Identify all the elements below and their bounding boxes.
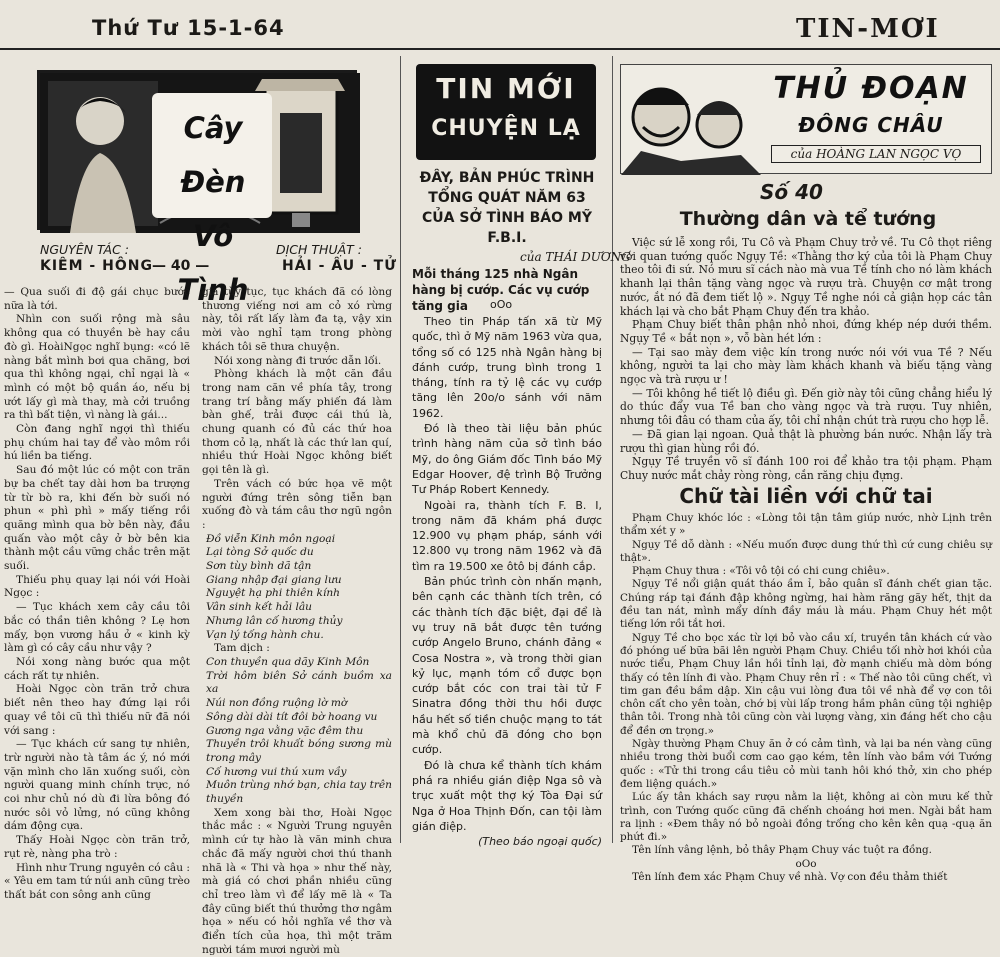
article-byline: của THÁI DƯƠNG	[520, 250, 631, 264]
article-body	[412, 314, 602, 849]
paragraph: Thiếu phụ quay lại nói với Hoài Ngọc :	[4, 573, 190, 600]
section-heading-1: Thường dân và tể tướng	[679, 208, 937, 230]
paragraph: Việc sứ lễ xong rồi, Tu Cô và Phạm Chuy trở về. Tu Cô thọt riêng với quan tướng quốc Ngụy Tề: «Thằng thơ ký của tôi là Phạm Chuy theo tôi đi sứ. Nó mưu sĩ cách nào mà vua Tề tính cho nó làm khách khanh lại thân tặng vàng ngọc và rượu trà. Chuyện cơ mật trong nước, ắt nó đã đem tiết lộ ». Ngụy Tề nghe nói cả giận họp các tân khách lại và cho bắt Phạm Chuy đến tra khảo.	[620, 236, 992, 318]
paragraph: Ngụy Tề nổi giận quát tháo ầm ỉ, bảo quân sĩ đánh chết gian tặc. Chúng ráp tại đánh đập không ngừng, hai hàm răng gãy hết, thịt da đều tan nát, mình mẩy dính đầy máu là máu. Phạm Chuy hét một tiếng lớn rồi tắt hơi.	[620, 578, 992, 631]
translated-line: Cố hương vui thú xum vầy	[206, 765, 347, 778]
poem-line: Sơn tùy bình dã tận	[206, 560, 312, 573]
paragraph: Đó là chưa kể thành tích khám phá ra nhiều gián điệp Nga sô và trục xuất một thợ ký Tòa Đại sứ Nga ở Hoa Thịnh Đốn, can tội làm gián điệp.	[412, 758, 602, 833]
poem-line: Vân sinh kết hải lâu	[206, 601, 313, 614]
banner-line-2: ĐÔNG CHÂU	[798, 113, 944, 137]
issue-date: Thứ Tư 15-1-64	[92, 16, 285, 40]
translated-line: Trời hôm biên Sở cánh buồm xa xa	[206, 669, 392, 696]
paragraph: Hoài Ngọc còn trăn trở chưa biết nên theo hay đứng lại rồi quay về tôi cũ thì thiếu nữ đã nói với sang :	[4, 683, 190, 737]
translation-intro: Tam dịch :	[214, 642, 270, 655]
paragraph: Sau đó một lúc có một con trăn bự ba chết tay dài hơn ba trượng từ từ bò ra, khi đến bờ suối nó phun « phì phì » mấy tiếng rồi quăng mình qua bờ bên này, đầu quấn vào một cây ở bờ bên kia thành một cầu vững chắc trên mặt suối.	[4, 464, 190, 573]
section-mark: oOo	[490, 298, 513, 311]
left-text-column-2	[202, 286, 392, 956]
thu-doan-dong-chau-banner	[620, 64, 992, 174]
original-author: KIÊM - HÔNG	[40, 258, 153, 274]
paragraph: — Qua suối đi độ gái chục bước nữa là tới.	[4, 286, 190, 312]
translated-line: Sông dài dài tít đôi bờ hoang vu	[206, 710, 378, 723]
poem-line: Nguyệt hạ phi thiên kính	[206, 587, 340, 600]
translated-line: Núi non đồng ruộng lờ mờ	[206, 697, 348, 710]
paragraph: — Tục khách cứ sang tự nhiên, trừ người nào tà tâm ác ý, nó mới vặn mình cho lăn xuống suối, còn người quang minh chính trực, nó coi như chủ nó dù đi lừa bông đó nước sôi vỏ lửng, nó cũng không dám động cựa.	[4, 738, 190, 833]
article-headline: ĐÂY, BẢN PHÚC TRÌNH TỔNG QUÁT NĂM 63 CỦA SỞ TÌNH BÁO MỸ F.B.I.	[419, 170, 595, 246]
paragraph: Thấy Hoài Ngọc còn trăn trở, rụt rè, nàng pha trò :	[4, 834, 190, 860]
banner-line-2: CHUYỆN LẠ	[431, 116, 581, 141]
paragraph: Trên vách có bức họa vẽ một người đứng trên sông tiễn bạn xuống đò và tám câu thơ ngũ ngôn :	[202, 477, 392, 531]
banner-line-1: TIN MỚI	[436, 72, 576, 105]
poem-line: Đồ viễn Kinh môn ngoại	[206, 532, 336, 545]
paragraph: — Đã gian lại ngoan. Quả thật là phường bán nước. Nhận lấy trà rượu thì gian hùng rồi đó.	[620, 427, 992, 455]
translation-label: DỊCH THUẬT :	[276, 242, 362, 257]
paragraph: — Tục khách xem cây cầu tôi bắc có thần tiên không ? Lẹ hơn mấy, bọn vương hầu ở « kinh kỳ làm gì có cây cầu như vậy ?	[4, 601, 190, 655]
issue-number: Số 40	[760, 180, 823, 204]
section-mark: oOo	[795, 857, 817, 870]
paragraph: — Tại sao mày đem việc kín trong nước nói với vua Tề ? Nếu không, người ta lại cho mày làm khách khanh và biếu tặng vàng ngọc và trà rượu ư !	[620, 345, 992, 387]
paragraph: Phạm Chuy thưa : «Tôi vô tội có chi cung chiêu».	[632, 565, 890, 578]
translator-name: HẢI - ÂU - TỬ	[282, 258, 397, 274]
paragraph: Ngoài ra, thành tích F. B. I, trong năm đã khám phá được 12.900 vụ phạm pháp, sánh với 12.800 vụ trong năm 1962 và đã tìm ra 19.500 xe ôtô bị đánh cắp.	[412, 498, 602, 573]
paragraph: Theo tin Pháp tấn xã từ Mỹ quốc, thì ở Mỹ năm 1963 vừa qua, tổng số có 125 nhà Ngân hàng bị đánh cướp, trung bình trong 1 tháng, tính ra tỷ lệ các vụ cướp tăng lên 20o/o sánh với năm 1962.	[412, 315, 602, 420]
right-text-block-1	[620, 236, 992, 480]
poem-line: Vạn lý tống hành chu.	[206, 628, 324, 641]
newspaper-title: TIN-MƠI	[796, 14, 940, 44]
banner-line-1: THỦ ĐOẠN	[773, 71, 969, 106]
translated-line: Thuyền trôi khuất bóng sương mù trong mây	[206, 738, 392, 764]
article-subhead: Mỗi tháng 125 nhà Ngân hàng bị cướp. Các vụ cướp tăng gia	[412, 267, 590, 313]
paragraph: Ngụy Tề dỗ dành : «Nếu muốn được dung thứ thì cứ cung chiêu sự thật».	[620, 538, 992, 564]
paragraph: Ngụy Tề truyền võ sĩ đánh 100 roi để khảo tra tội phạm. Phạm Chuy nước mắt chảy ròng ròng, cắn răng chịu đựng.	[620, 455, 992, 482]
banner-title: Cây Đèn Vô Tình	[177, 111, 249, 307]
translated-line: Gương nga vằng vặc đêm thu	[206, 724, 364, 737]
poem-line: Nhưng lân cố hương thủy	[206, 614, 343, 627]
paragraph: Nói xong nàng bước qua một cách rất tự nhiên.	[4, 655, 190, 682]
paragraph: Ngày thường Phạm Chuy ăn ở có cảm tình, và lại ba nén vàng cũng nhiều trong thời buổi cơm cao gạo kém, tên lính vào bầm với Tướng quốc : «Tử thi trong cầu tiêu cỏ mùi tanh hôi khó thở, xin cho phép đem liệng quách.»	[620, 738, 992, 790]
paragraph: Phạm Chuy biết thân phận nhỏ nhoi, đứng khép nép dưới thềm. Ngụy Tề « bắt nọn », vỗ bàn hét lớn :	[620, 318, 992, 345]
section-heading-2: Chữ tài liền với chữ tai	[679, 484, 933, 508]
paragraph: Phạm Chuy khóc lóc : «Lòng tôi tận tâm giúp nước, nhờ Lịnh trên thẩm xét y »	[620, 512, 992, 538]
paragraph: Phòng khách là một căn đầu trong nam căn về phía tây, trong trang trí bằng mấy phiến đá làm bàn ghế, trải được cái thú là, chung quanh có đủ các thứ hoa thơm cỏ lạ, nhất là các thứ lan quí, nhiều thứ Hoài Ngọc không biết gọi tên là gì.	[202, 368, 392, 477]
paragraph: Tên lính vâng lệnh, bỏ thây Phạm Chuy vác tuột ra đồng.	[632, 844, 932, 857]
paragraph: Nói xong nàng đi trước dẫn lối.	[214, 354, 382, 367]
paragraph: Lúc ấy tân khách say rượu nằm la liệt, không ai còn mưu kế thử trình, con Tướng quốc cũng đã chếnh choáng hơi men. Ngài bắt ham ra lịnh : «Đem thây nó bỏ ngoài đồng trống cho kên kên quạ -quạ ăn phứt đi.»	[620, 791, 992, 844]
episode-number: — 40 —	[152, 258, 210, 274]
paragraph: Tên lính đem xác Phạm Chuy về nhà. Vợ con đều thảm thiết	[632, 871, 948, 884]
paragraph: Bản phúc trình còn nhấn mạnh, bên cạnh các thành tích trên, có các thành tích đặc biệt, đại để là vụ truy nã bắt được tên tướng cướp Angelo Bruno, chánh đảng « Cosa Nostra », và trong thời gian kỷ lục, mạnh tóm cổ được bọn cướp bắt cóc con trai tài tử F Sinatra đồng thời thu hồi được hầu hết số tiền chuộc mạng to tát mà khổ chủ đã đóng cho bọn cướp.	[412, 575, 602, 757]
banner-byline: của HOÀNG LAN NGỌC VỌ	[771, 145, 981, 163]
left-text-column-1	[4, 286, 190, 901]
header-rule	[0, 48, 1000, 50]
paragraph: Còn đang nghĩ ngợi thì thiếu phụ chúm hai tay để vào môm rồi hú liền ba tiếng.	[4, 423, 190, 463]
paragraph: Xem xong bài thơ, Hoài Ngọc thắc mắc : « Người Trung nguyên mình cứ tự hào là văn minh chưa chắc đã mấy người chơi thú thanh nhã là « Thi và họa » như thế này, mà giá có chơi phần nhiều cũng chỉ treo làm vì để lấy mẽ là « Ta đây cũng biết thú thưởng thơ ngâm họa » nếu có hỏi nghĩa về thơ và điển tích của họa, thì một trăm người tám mươi người mù	[202, 806, 392, 956]
original-label: NGUYÊN TÁC :	[40, 242, 129, 257]
tin-moi-banner	[416, 64, 596, 160]
poem-line: Giang nhập đại giang lưu	[206, 573, 342, 586]
paragraph: Đó là theo tài liệu bản phúc trình hàng năm của sở tình báo Mỹ, do ông Giám đốc Tình báo Mỹ Edgar Hoover, đệ trình Bộ Trưởng Tư Pháp Robert Kennedy.	[412, 422, 602, 497]
paragraph: — Tôi không hề tiết lộ điều gì. Đến giờ này tôi cũng chẳng hiểu lý do thúc đẩy vua Tề ban cho vàng ngọc và trà rượu. Tuy nhiên, nhưng tôi đâu có tham của ấy, tôi chỉ nhận chút trà rượu cho hợp lễ.	[620, 386, 992, 428]
translated-line: Muôn trùng nhớ bạn, chia tay trên thuyền	[206, 779, 392, 806]
column-divider-left	[400, 56, 401, 843]
paragraph: Hình như Trung nguyên có câu : « Yêu em tam tứ núi anh cũng trèo thất bát con sông anh cũng	[4, 861, 190, 901]
paragraph: Nhìn con suối rộng mà sâu không qua có thuyền bè hay cầu đò gì. HoàiNgọc nghĩ bụng: «có lẽ nàng bắt mình bơi qua chăng, bơi qua thì không ngại, chỉ ngại là « mình có một bộ quần áo, nếu bị ướt lấy gì mà thay, mà cởi truồng ra thì bất tiện, vì nàng là gái...	[4, 313, 190, 422]
column-divider-right	[612, 56, 613, 843]
poem-line: Lại tòng Sở quốc du	[206, 546, 314, 559]
paragraph: Ngụy Tề cho bọc xác từ lợi bỏ vào cầu xí, truyền tân khách cứ vào đó phóng uế bữa bãi lên người Phạm Chuy. Chiều tối nhờ hơi khói của nước tiểu, Phạm Chuy lần hồi tỉnh lại, đờ mạnh chiếu mà dòm bóng thấy có tên lính đi vào. Phạm Chuy rên rỉ : « Thế nào tôi cũng chết, vì tim gan đều bầm dập. Xin cậu vui lòng đưa tôi về nhà để vợ con tôi chôn cất cho yên toàn, chớ bị vùi lấp trong hầm phân cũng tội nghiệp thân tôi. Trong nhà tôi cũng còn vài lượng vàng, xin đáng hết cho cậu để đền ơn trọng.»	[620, 631, 992, 737]
right-text-block-2	[620, 512, 992, 884]
source-note: (Theo báo ngoại quốc)	[478, 835, 602, 849]
translated-line: Con thuyền qua dãy Kinh Môn	[206, 655, 370, 668]
paragraph: gia tùy tục, tục khách đã có lòng thương viếng nơi am cỏ xó rừng này, tôi rất lấy làm đa tạ, vậy xin mời vào nghỉ tạm trong phòng khách tôi sẽ thưa chuyện.	[202, 286, 392, 353]
